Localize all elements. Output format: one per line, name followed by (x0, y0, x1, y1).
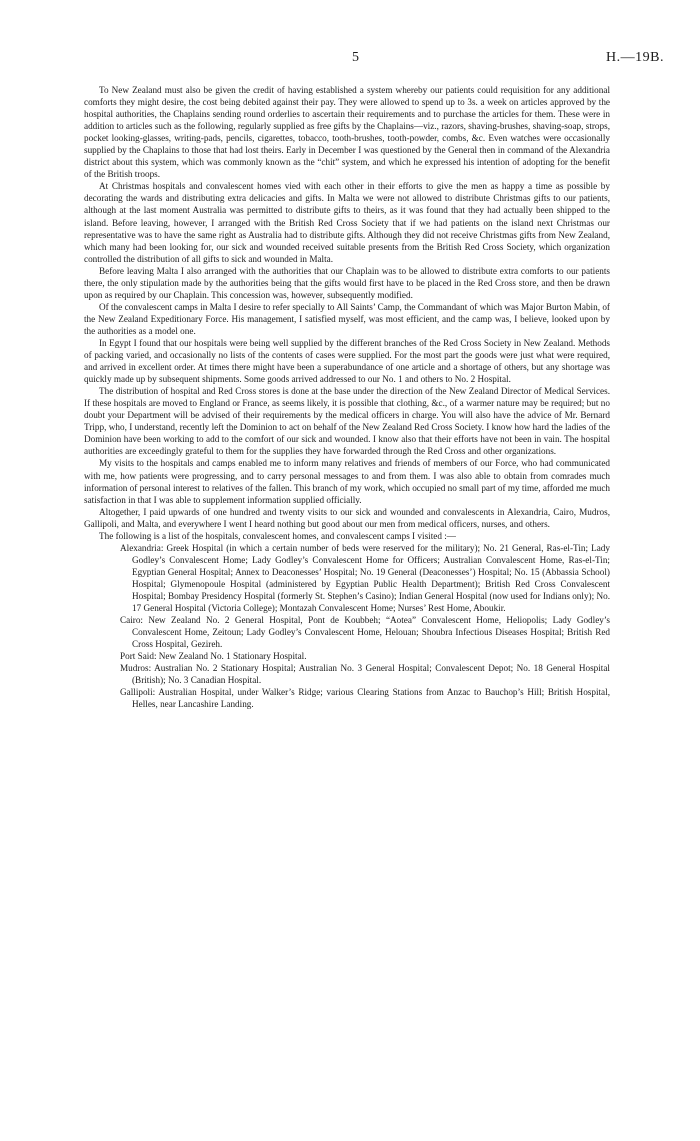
list-item-gallipoli: Gallipoli: Australian Hospital, under Walker’s Ridge; various Clearing Stations from Anzac to Bauchop’s Hill; British Hospital, Helles, near Lancashire Landing. (120, 687, 610, 710)
paragraph-egypt-supplies: In Egypt I found that our hospitals were being well supplied by the different branches of the Red Cross Society in New Zealand. Methods of packing varied, and occasionally no lists of the contents of cases were supplied. For the most part the goods were just what were required, and arrived in excellent order. At times there might have been a superabundance of one article and a shortage of others, but any shortage was quickly made up by subsequent shipments. Some goods arrived addressed to our No. 1 and others to No. 2 Hospital. (84, 337, 610, 385)
paragraph-visits: My visits to the hospitals and camps enabled me to inform many relatives and friends of members of our Force, who had communicated with me, how patients were progressing, and to carry personal messages to and from them. I was also able to obtain from comrades much information of personal interest to relatives of the fallen. This branch of my work, which occupied no small part of my time, afforded me much satisfaction in that I was able to supplement information supplied officially. (84, 458, 611, 505)
paragraph-list-intro: The following is a list of the hospitals, convalescent homes, and convalescent camps I visited :— (99, 530, 456, 541)
paragraph-all-saints-camp: Of the convalescent camps in Malta I desire to refer specially to All Saints’ Camp, the Commandant of which was Major Burton Mabin, of the New Zealand Expeditionary Force. His management, I satisfied myself, was most efficient, and the camp was, I believe, looked upon by the authorities as a model one. (84, 301, 610, 336)
document-reference: H.—19B. (606, 50, 664, 65)
report-body (84, 84, 610, 710)
hospital-list (84, 542, 610, 711)
page-header (0, 50, 700, 70)
paragraph-malta-chaplain: Before leaving Malta I also arranged with the authorities that our Chaplain was to be allowed to distribute extra comforts to our patients there, the only stipulation made by the authorities being that the gifts would first have to be placed in the Red Cross store, and then be drawn upon as required by our Chaplain. This concession was, however, subsequently modified. (84, 265, 610, 300)
paragraph-distribution: The distribution of hospital and Red Cross stores is done at the base under the direction of the New Zealand Director of Medical Services. If these hospitals are moved to England or France, as seems likely, it is possible that clothing, &c., of a warmer nature may be required; but no doubt your Department will be advised of their requirements by the medical officers in charge. You will also have the advice of Mr. Bernard Tripp, who, I understand, recently left the Dominion to act on behalf of the New Zealand Red Cross Society. I know how hard the ladies of the Dominion have been working to add to the comfort of our sick and wounded. I know also that their efforts have not been in vain. The hospital authorities are exceedingly grateful to them for the supplies they have forwarded through the Red Cross and other organizations. (84, 386, 610, 457)
list-item-alexandria: Alexandria: Greek Hospital (in which a certain number of beds were reserved for the military); No. 21 General, Ras-el-Tin; Lady Godley’s Convalescent Home; Lady Godley’s Convalescent Home for Officers; Australian Convalescent Home, Ras-el-Tin; Egyptian General Hospital; Annex to Deaconesses’ Hospital; No. 19 General (Deaconesses’) Hospital; No. 15 (Abbassia School) Hospital; Glymenopoule Hospital (administered by Egyptian Public Health Department); British Red Cross Convalescent Hospital; Bombay Presidency Hospital (formerly St. Stephen’s Casino); Indian General Hospital (now used for Indians only); No. 17 General Hospital (Victoria College); Montazah Convalescent Home; Nurses’ Rest Home, Aboukir. (120, 542, 610, 614)
list-item-mudros: Mudros: Australian No. 2 Stationary Hospital; Australian No. 3 General Hospital; Convalescent Depot; No. 18 General Hospital (British); No. 3 Canadian Hospital. (120, 663, 610, 686)
page-number: 5 (352, 50, 359, 65)
paragraph-visit-count: Altogether, I paid upwards of one hundred and twenty visits to our sick and wounded and convalescents in Alexandria, Cairo, Mudros, Gallipoli, and Malta, and everywhere I went I heard nothing but good about our men from medical officers, nurses, and others. (84, 506, 610, 529)
list-item-port-said: Port Said: New Zealand No. 1 Stationary Hospital. (120, 651, 307, 662)
paragraph-chit-system: To New Zealand must also be given the credit of having established a system whereby our patients could requisition for any additional comforts they might desire, the cost being debited against their pay. They were allowed to spend up to 3s. a week on articles approved by the hospital authorities, the Chaplains sending round orderlies to ascertain their requirements and to purchase the articles for them. These were in addition to articles such as the following, regularly supplied as free gifts by the Chaplains—viz., razors, shaving-brushes, shaving-soap, strops, pocket looking-glasses, writing-pads, pencils, cigarettes, tobacco, tooth-brushes, tooth-powder, combs, &c. Even watches were occasionally supplied by the Chaplains to those that had lost theirs. Early in December I was questioned by the General then in command of the Alexandria district about this system, which was commonly known as the “chit” system, and which he expressed his intention of adopting for the benefit of the British troops. (84, 85, 610, 180)
list-item-cairo: Cairo: New Zealand No. 2 General Hospital, Pont de Koubbeh; “Aotea” Convalescent Home, Heliopolis; Lady Godley’s Convalescent Home, Zeitoun; Lady Godley’s Convalescent Home, Helouan; Shoubra Infectious Diseases Hospital; British Red Cross Hospital, Gezireh. (120, 615, 610, 650)
paragraph-christmas: At Christmas hospitals and convalescent homes vied with each other in their efforts to give the men as happy a time as possible by decorating the wards and distributing extra delicacies and gifts. In Malta we were not allowed to distribute Christmas gifts to our patients, although at the last moment Australia was permitted to distribute gifts to theirs, as it was found that they had actually been shipped to the island. Before leaving, however, I arranged with the British Red Cross Society that if we had patients on the island next Christmas our representative was to have the same right as Australia had to distribute gifts. Although they did not receive Christmas gifts from New Zealand, which many had been looking for, our sick and wounded received suitable presents from the British Red Cross Society, which organization controlled the distribution of all gifts to sick and wounded in Malta. (84, 181, 610, 264)
